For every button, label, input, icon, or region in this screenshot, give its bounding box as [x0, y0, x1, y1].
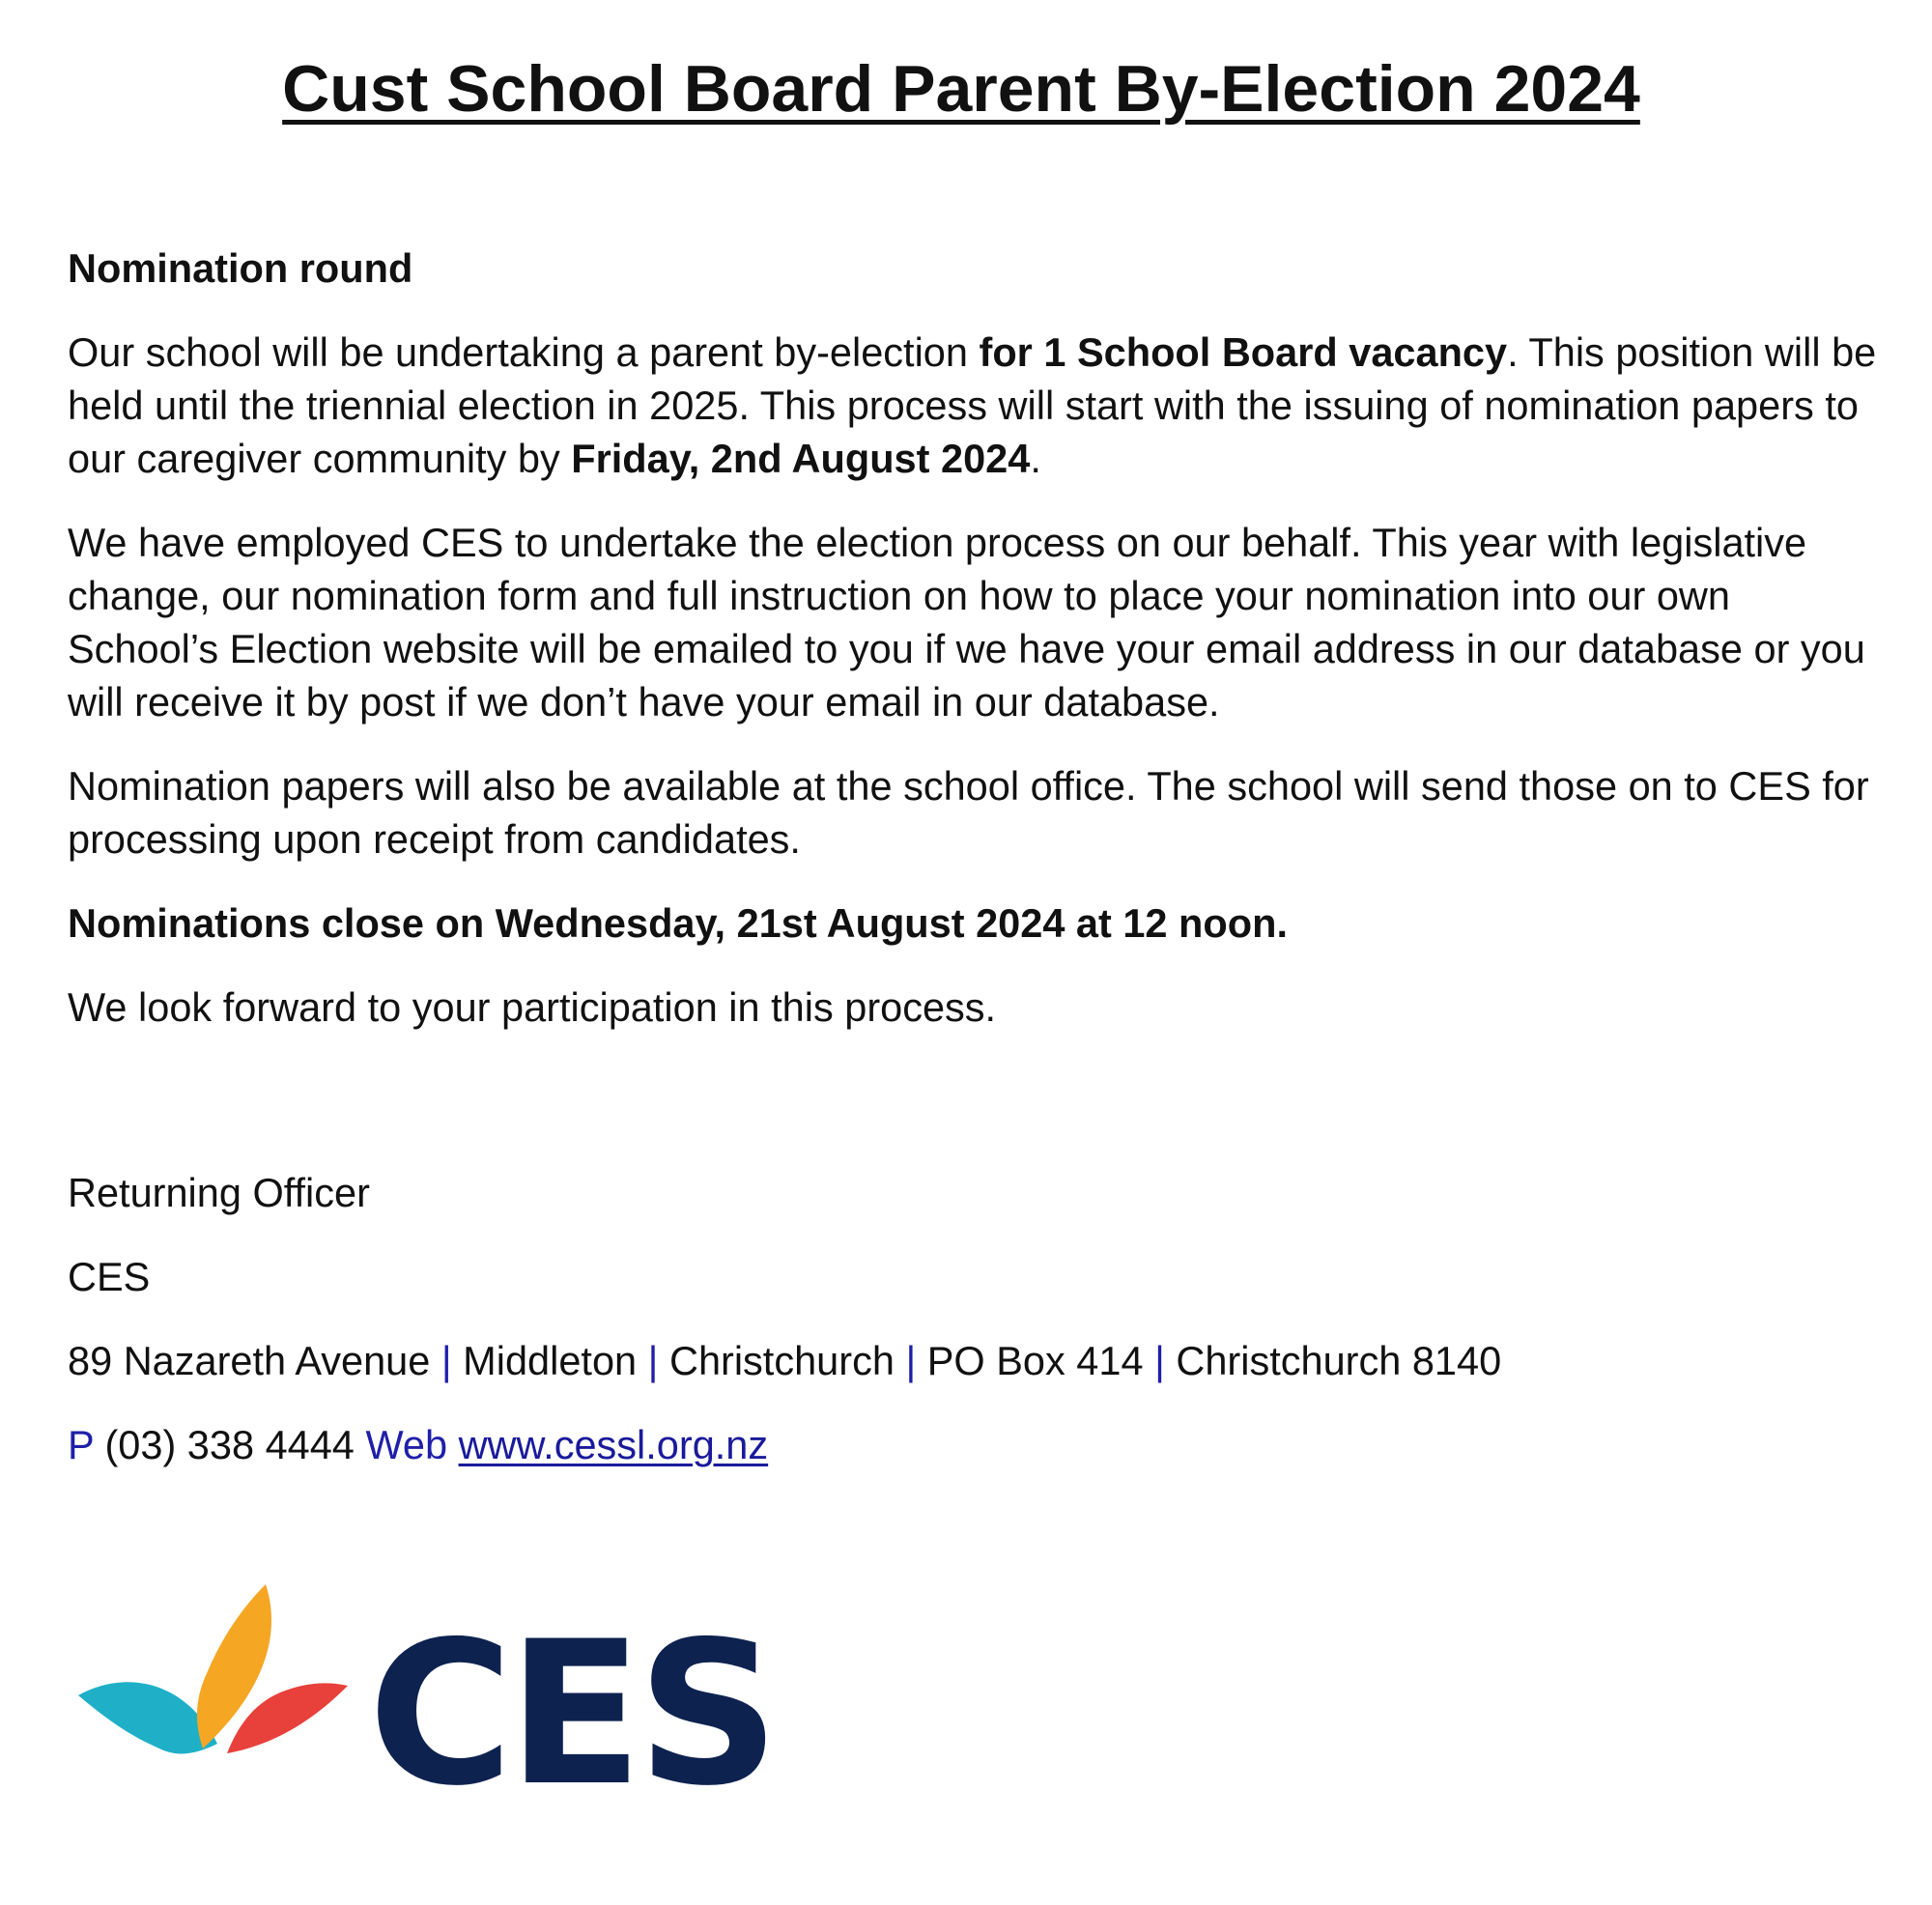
address-separator: |: [647, 1338, 659, 1383]
intro-text-3: .: [1030, 436, 1041, 481]
address-city: Christchurch: [668, 1338, 895, 1383]
address-separator: |: [440, 1338, 452, 1383]
address-suburb: Middleton: [463, 1338, 638, 1383]
intro-text-2: . This position will be held until the triennial election in 2025. This process will start with the issuing of nomination papers to our caregiver community by: [68, 329, 1877, 481]
address-separator: |: [1154, 1338, 1165, 1383]
issue-date: Friday, 2nd August 2024: [571, 436, 1031, 481]
closing-line: We look forward to your participation in this process.: [68, 984, 997, 1030]
address-separator: |: [905, 1338, 917, 1383]
website-link[interactable]: www.cessl.org.nz: [458, 1422, 769, 1467]
intro-text-1: Our school will be undertaking a parent by-election: [68, 329, 980, 375]
page-title: Cust School Board Parent By-Election 2024: [282, 52, 1640, 126]
web-label: Web: [365, 1422, 448, 1467]
document-body: [68, 242, 1884, 1502]
signature-role: Returning Officer: [68, 1170, 370, 1215]
phone-number: (03) 338 4444: [104, 1422, 355, 1467]
address-line: [68, 1334, 1884, 1387]
address-po-box: PO Box 414: [926, 1338, 1144, 1383]
office-paragraph: Nomination papers will also be available at the school office. The school will send those on to CES for processing upon receipt from candidates.: [68, 763, 1869, 862]
section-heading: Nomination round: [68, 245, 413, 291]
vacancy-count: for 1 School Board vacancy: [979, 329, 1508, 375]
ces-logo: [72, 1584, 826, 1816]
logo-leaves-icon: [78, 1584, 348, 1753]
address-street: 89 Nazareth Avenue: [68, 1338, 431, 1383]
close-notice: Nominations close on Wednesday, 21st August 2024 at 12 noon.: [68, 900, 1288, 946]
phone-label: P: [68, 1422, 94, 1467]
address-postal: Christchurch 8140: [1176, 1338, 1502, 1383]
spacer: [68, 1065, 1884, 1166]
logo-wordmark: CES: [368, 1600, 775, 1816]
signature-org: CES: [68, 1254, 151, 1299]
process-paragraph: We have employed CES to undertake the election process on our behalf. This year with legislative change, our nomination form and full instruction on how to place your nomination into our own School’s Election website will be emailed to you if we have your email address in our database or you will receive it by post if we don’t have your email in our database.: [68, 520, 1865, 725]
intro-paragraph: [68, 326, 1884, 485]
logo-teal-leaf: [78, 1682, 217, 1753]
contact-line: [68, 1418, 1884, 1471]
